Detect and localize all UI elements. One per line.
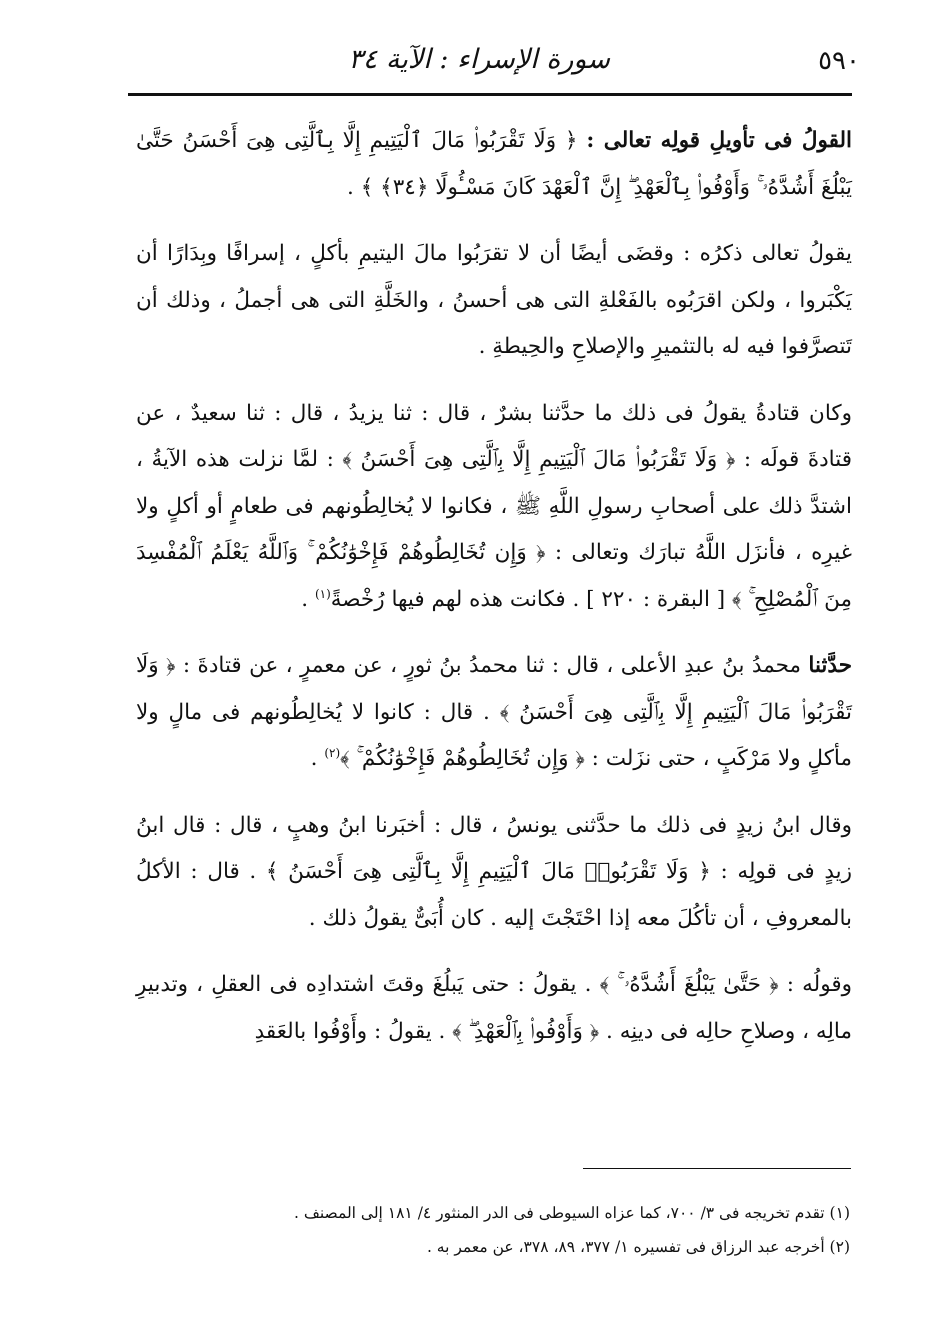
page-number: ٥٩٠	[818, 46, 860, 76]
footnote-divider	[583, 1168, 851, 1169]
paragraph-lead: القولُ فى تأويلِ قولِه تعالى :	[586, 128, 853, 153]
paragraph-body: محمدُ بنُ عبدِ الأعلى ، قال : ثنا محمدُ بنُ ثورٍ ، عن معمرٍ ، عن قتادةَ : ﴿ وَلَا تَقْرَبُوا۟ مَالَ ٱلْيَتِيمِ إِلَّا بِٱلَّتِى هِىَ أَحْسَنُ ﴾ . قال : كانوا لا يُخالِطُونهم فى مالٍ ولا مأكلٍ ولا مَرْكَبٍ ، حتى نزَلت : ﴿ وَإِن تُخَالِطُوهُمْ فَإِخْوَٰنُكُمْ ۚ ﴾	[136, 653, 852, 771]
paragraph-4	[136, 643, 852, 783]
page-header	[128, 38, 860, 88]
footnote-marker: (٢)	[324, 745, 341, 760]
header-divider	[128, 93, 852, 96]
footnote-marker: (١)	[314, 586, 331, 601]
paragraph-lead: حدَّثنا	[808, 653, 852, 678]
footnote-2: (٢) أخرجه عبد الرزاق فى تفسيره ١/ ٣٧٧، ٨٩، ٣٧٨، عن معمر به .	[426, 1238, 850, 1256]
footnote-1: (١) تقدم تخريجه فى ٣/ ٧٠٠، كما عزاه السيوطى فى الدر المنثور ٤/ ١٨١ إلى المصنف .	[293, 1204, 850, 1222]
paragraph-body: ﴿ وَلَا تَقْرَبُوا۟ مَالَ ٱلْيَتِيمِ إِلَّا بِٱلَّتِى هِىَ أَحْسَنُ حَتَّىٰ يَبْلُغَ أَشُدَّهُۥ ۚ وَأَوْفُوا۟ بِٱلْعَهْدِ ۖ إِنَّ ٱلْعَهْدَ كَانَ مَسْـُٔولًا ﴿٣٤﴾ ﴾ .	[136, 128, 852, 200]
paragraph-2	[136, 231, 852, 371]
paragraph-body: وكان قتادةُ يقولُ فى ذلك ما حدَّثنا بشرٌ ، قال : ثنا يزيدُ ، قال : ثنا سعيدٌ ، عن قتادةَ قولَه : ﴿ وَلَا تَقْرَبُوا۟ مَالَ ٱلْيَتِيمِ إِلَّا بِٱلَّتِى هِىَ أَحْسَنُ ﴾ : لمَّا نزلت هذه الآيةُ ، اشتدَّ ذلك على أصحابِ رسولِ اللَّهِ ﷺ ، فكانوا لا يُخالِطُونهم فى طعامٍ أو أكلٍ ولا غيرِه ، فأنزَل اللَّهُ تبارَك وتعالى : ﴿ وَإِن تُخَالِطُوهُمْ فَإِخْوَٰنُكُمْ ۚ وَٱللَّهُ يَعْلَمُ ٱلْمُفْسِدَ مِنَ ٱلْمُصْلِحِ ۚ ﴾ [ البقرة : ٢٢٠ ] . فكانت هذه لهم فيها رُخْصةً	[136, 400, 852, 612]
paragraph-3	[136, 391, 852, 624]
main-text	[136, 118, 852, 1075]
footnotes	[160, 1196, 850, 1264]
paragraph-tail: .	[301, 586, 315, 612]
paragraph-1	[136, 118, 852, 211]
running-head: سورة الإسراء : الآية ٣٤	[348, 44, 610, 75]
paragraph-tail: .	[310, 746, 325, 771]
paragraph-body: وقال ابنُ زيدٍ فى ذلك ما حدَّثنى يونسُ ، قال : أخبَرنا ابنُ وهبٍ ، قال : قال ابنُ زيدٍ فى قولِه : ﴿ وَلَا تَقْرَبُوا۟ مَالَ ٱلْيَتِيمِ إِلَّا بِٱلَّتِى هِىَ أَحْسَنُ ﴾ . قال : الأكلُ بالمعروفِ ، أن تأكُلَ معه إذا احْتَجْتَ إليه . كان أُبَىٌّ يقولُ ذلك .	[136, 812, 852, 931]
paragraph-6	[136, 962, 852, 1055]
paragraph-body: يقولُ تعالى ذكرُه : وقضَى أيضًا أن لا تقرَبُوا مالَ اليتيمِ بأكلٍ ، إسرافًا وبِدَارًا أن يَكْبَروا ، ولكن اقرَبُوه بالفَعْلةِ التى هى أحسنُ ، والخَلَّةِ التى هى أجملُ ، وذلك أن تَتصرَّفوا فيه له بالتثميرِ والإصلاحِ والحِيطةِ .	[136, 241, 852, 359]
paragraph-5	[136, 803, 852, 943]
paragraph-body: وقولُه : ﴿ حَتَّىٰ يَبْلُغَ أَشُدَّهُۥ ۚ ﴾ . يقولُ : حتى يَبلُغَ وقتَ اشتدادِه فى العقلِ ، وتدبيرِ مالِه ، وصلاحِ حالِه فى دينِه . ﴿ وَأَوْفُوا۟ بِٱلْعَهْدِ ۖ ﴾ . يقولُ : وأَوْفُوا بالعَقدِ	[136, 972, 852, 1044]
